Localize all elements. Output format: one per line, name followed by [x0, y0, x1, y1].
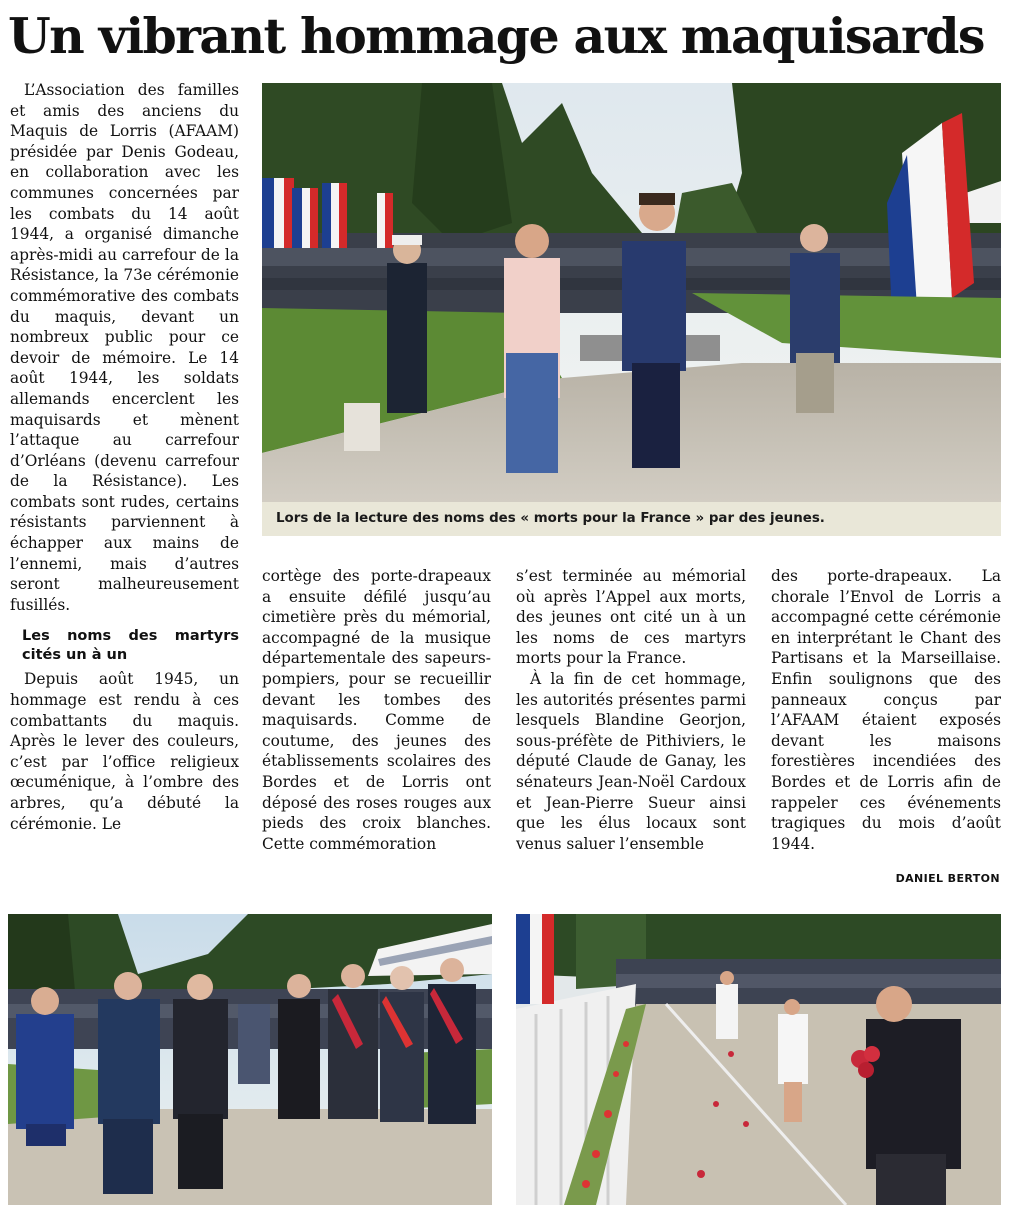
- photo-caption: Lors de la lecture des noms des « morts pour la France » par des jeunes.: [262, 502, 1001, 536]
- roses-photo: [516, 914, 1001, 1205]
- paragraph-depuis: Depuis août 1945, un hommage est rendu à ces combattants du maquis. Après le lever des couleurs, c’est par l’office religieux œcuménique, à l’ombre des arbres, qu’a débuté la cérémonie. Le: [10, 670, 239, 833]
- officials-photo: [8, 914, 492, 1205]
- column-4: [771, 566, 1001, 854]
- subheading: Les noms des martyrs cités un à un: [22, 628, 239, 664]
- paragraph-cortege: cortège des porte-drapeaux a ensuite défilé jusqu’au cimetière près du mémorial, accompagné de la musique départementale des sapeurs-pompiers, pour se recueillir devant les tombes des maquisards. Comme de coutume, des jeunes des établissements scolaires des Bordes et de Lorris ont déposé des roses rouges aux pieds des croix blanches. Cette commémoration: [262, 567, 491, 853]
- column-3: [516, 566, 746, 854]
- byline: DANIEL BERTON: [895, 872, 1000, 885]
- column-1: [10, 80, 239, 834]
- paragraph-intro: L’Association des familles et amis des anciens du Maquis de Lorris (AFAAM) présidée par Denis Godeau, en collaboration avec les communes concernées par les combats du 14 août 1944, a organisé dimanche après-midi au carrefour de la Résistance, la 73e cérémonie commémorative des combats du maquis, devant un nombreux public pour ce devoir de mémoire. Le 14 août 1944, les soldats allemands encerclent les maquisards et mènent l’attaque au carrefour d’Orléans (devenu carrefour de la Résistance). Les combats sont rudes, certains résistants parviennent à échapper aux mains de l’ennemi, mais d’autres seront malheureusement fusillés.: [10, 81, 239, 614]
- main-photo: [262, 83, 1001, 502]
- headline: Un vibrant hommage aux maquisards: [8, 7, 984, 65]
- paragraph-chorale: des porte-drapeaux. La chorale l’Envol de Lorris a accompagné cette cérémonie en interprétant le Chant des Partisans et la Marseillaise. Enfin soulignons que des panneaux conçus par l’AFAAM étaient exposés devant les maisons forestières incendiées des Bordes et de Lorris afin de rappeler ces événements tragiques du mois d’août 1944.: [771, 567, 1001, 853]
- paragraph-memorial: s’est terminée au mémorial où après l’Appel aux morts, des jeunes ont cité un à un les noms de ces martyrs morts pour la France.: [516, 567, 746, 668]
- paragraph-autorites: À la fin de cet hommage, les autorités présentes parmi lesquels Blandine Georjon, sous-préfète de Pithiviers, le député Claude de Ganay, les sénateurs Jean-Noël Cardoux et Jean-Pierre Sueur ainsi que les élus locaux sont venus saluer l’ensemble: [516, 669, 746, 853]
- column-2: [262, 566, 491, 854]
